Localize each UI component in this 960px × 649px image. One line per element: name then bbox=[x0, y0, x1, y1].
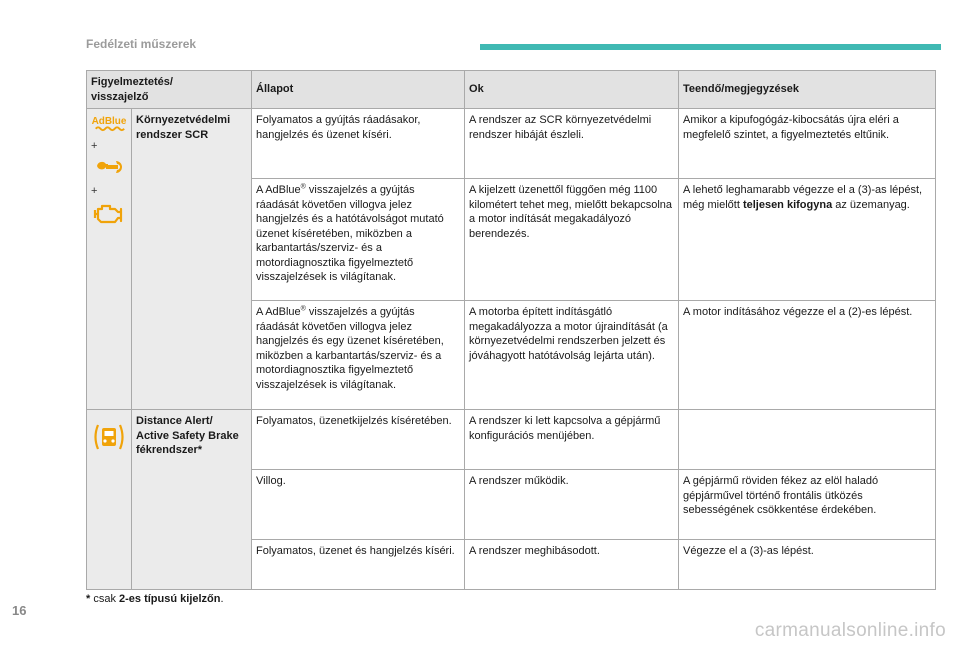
action-cell: A motor indításához végezze el a (2)-es lépést. bbox=[679, 301, 936, 410]
plus-sign: + bbox=[91, 140, 98, 153]
state-cell: Folyamatos, üzenet és hangjelzés kíséri. bbox=[252, 540, 465, 590]
scr-icons-cell bbox=[87, 109, 132, 410]
table-row bbox=[87, 109, 936, 179]
cause-cell: A motorba épített indításgátló megakadályozza a motor újraindítását (a környezetvédelmi rendszerben jelzett és jóváhagyott hatótávolság lejárta után). bbox=[465, 301, 679, 410]
plus-sign: + bbox=[91, 184, 98, 197]
wrench-icon bbox=[91, 158, 127, 180]
page-section-title: Fedélzeti műszerek bbox=[86, 37, 197, 51]
column-header-cause: Ok bbox=[465, 71, 679, 109]
action-cell: Amikor a kipufogógáz-kibocsátás újra eléri a megfelelő szintet, a figyelmeztetés eltűnik. bbox=[679, 109, 936, 179]
state-cell: A AdBlue® visszajelzés a gyújtás ráadását követően villogva jelez hangjelzés és a hatótávolságot mutató üzenet kíséretében, miközben a karbantartás/szerviz- és a motordiagnosztika figyelmeztető visszajelzések is világítanak. bbox=[252, 179, 465, 301]
action-cell: Végezze el a (3)-as lépést. bbox=[679, 540, 936, 590]
header-accent-bar bbox=[480, 44, 941, 50]
state-cell: Folyamatos, üzenetkijelzés kíséretében. bbox=[252, 410, 465, 470]
table-header-row bbox=[87, 71, 936, 109]
adblue-icon bbox=[91, 113, 127, 135]
column-header-state: Állapot bbox=[252, 71, 465, 109]
das-system-name: Distance Alert/ Active Safety Brake fékrendszer* bbox=[132, 410, 252, 590]
cause-cell: A kijelzett üzenettől függően még 1100 kilométert tehet meg, mielőtt bekapcsolna a motor indítását megakadályozó berendezés. bbox=[465, 179, 679, 301]
cause-cell: A rendszer az SCR környezetvédelmi rendszer hibáját észleli. bbox=[465, 109, 679, 179]
cause-cell: A rendszer meghibásodott. bbox=[465, 540, 679, 590]
table-row bbox=[87, 410, 936, 470]
das-icons-cell bbox=[87, 410, 132, 590]
state-cell: Villog. bbox=[252, 470, 465, 540]
state-cell: A AdBlue® visszajelzés a gyújtás ráadását követően villogva jelez hangjelzés és egy üzenet kíséretében, miközben a karbantartás/szerviz- és a motordiagnosztika figyelmeztető visszajelzések is világítanak. bbox=[252, 301, 465, 410]
scr-system-name: Környezetvédelmi rendszer SCR bbox=[132, 109, 252, 410]
footnote: * csak 2-es típusú kijelzőn. bbox=[86, 593, 224, 605]
action-cell: A lehető leghamarabb végezze el a (3)-as lépést, még mielőtt teljesen kifogyna az üzemanyag. bbox=[679, 179, 936, 301]
engine-diagnostics-icon bbox=[91, 202, 127, 226]
watermark: carmanualsonline.info bbox=[754, 620, 946, 641]
cause-cell: A rendszer működik. bbox=[465, 470, 679, 540]
action-cell bbox=[679, 410, 936, 470]
collision-warning-icon bbox=[91, 422, 127, 452]
column-header-warning: Figyelmeztetés/ visszajelző bbox=[87, 71, 252, 109]
warning-lights-table bbox=[86, 70, 936, 590]
state-cell: Folyamatos a gyújtás ráadásakor, hangjelzés és üzenet kíséri. bbox=[252, 109, 465, 179]
action-cell: A gépjármű röviden fékez az elöl haladó gépjárművel történő frontális ütközés sebességének csökkentése érdekében. bbox=[679, 470, 936, 540]
column-header-action: Teendő/megjegyzések bbox=[679, 71, 936, 109]
cause-cell: A rendszer ki lett kapcsolva a gépjármű konfigurációs menüjében. bbox=[465, 410, 679, 470]
page-number: 16 bbox=[12, 603, 27, 618]
svg-text:AdBlue: AdBlue bbox=[91, 116, 127, 128]
